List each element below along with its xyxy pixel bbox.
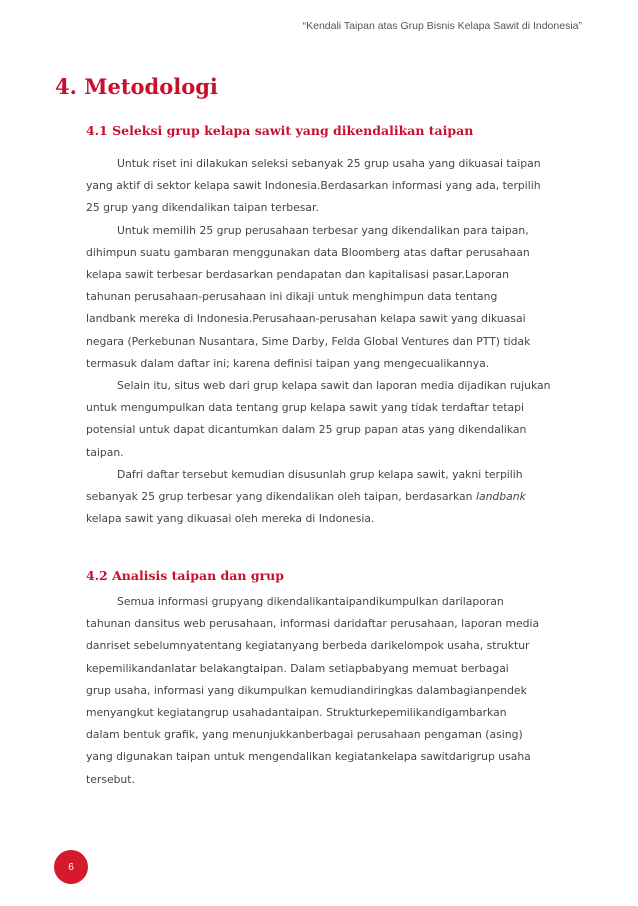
paragraph-line: kelapa sawit terbesar berdasarkan pendapatan dan kapitalisasi pasar.Laporan [86, 268, 509, 282]
paragraph-line: taipan. [86, 445, 124, 459]
paragraph-line: 25 grup yang dikendalikan taipan terbesar. [86, 201, 319, 215]
paragraph-line: Untuk riset ini dilakukan seleksi sebanyak 25 grup usaha yang dikuasai taipan [117, 157, 541, 170]
paragraph-line: kelapa sawit yang dikuasai oleh mereka di Indonesia. [86, 512, 375, 526]
paragraph-line: tahunan dansitus web perusahaan, informasi daridaftar perusahaan, laporan media [86, 617, 540, 631]
paragraph-line: negara (Perkebunan Nusantara, Sime Darby, Felda Global Ventures dan PTT) tidak [86, 334, 531, 348]
paragraph-line: Dafri daftar tersebut kemudian disusunlah grup kelapa sawit, yakni terpilih [117, 467, 523, 481]
paragraph-line: yang aktif di sektor kelapa sawit Indonesia.Berdasarkan informasi yang ada, terpilih [86, 179, 541, 193]
paragraph-line: menyangkut kegiatangrup usahadantaipan. Strukturkepemilikandigambarkan [86, 706, 507, 720]
paragraph-line: dihimpun suatu gambaran menggunakan data Bloomberg atas daftar perusahaan [86, 245, 530, 259]
paragraph-line: tersebut. [86, 772, 135, 786]
paragraph-line: landbank mereka di Indonesia.Perusahaan-perusahan kelapa sawit yang dikuasai [86, 312, 526, 326]
subsection-4-1-body [86, 153, 566, 530]
paragraph-line: danriset sebelumnyatentang kegiatanyang berbeda darikelompok usaha, struktur [86, 639, 530, 653]
paragraph-line: dalam bentuk grafik, yang menunjukkanberbagai perusahaan pengaman (asing) [86, 728, 523, 742]
line-text: sebanyak 25 grup terbesar yang dikendalikan oleh taipan, berdasarkan [86, 490, 473, 504]
paragraph-line: Semua informasi grupyang dikendalikantaipandikumpulkan darilaporan [117, 595, 504, 608]
paragraph-line: tahunan perusahaan-perusahaan ini dikaji untuk menghimpun data tentang [86, 290, 498, 304]
paragraph-line: untuk mengumpulkan data tentang grup kelapa sawit yang tidak terdaftar tetapi [86, 401, 524, 415]
paragraph-line: kepemilikandanlatar belakangtaipan. Dalam setiapbabyang memuat berbagai [86, 661, 509, 675]
paragraph-line: potensial untuk dapat dicantumkan dalam 25 grup papan atas yang dikendalikan [86, 423, 527, 437]
paragraph-line [86, 486, 566, 508]
italic-term: landbank [475, 490, 526, 504]
paragraph-line: termasuk dalam daftar ini; karena definisi taipan yang mengecualikannya. [86, 356, 490, 370]
subsection-title-4-1: 4.1 Seleksi grup kelapa sawit yang dikendalikan taipan [86, 123, 474, 138]
section-title: 4. Metodologi [55, 74, 218, 99]
paragraph-line: Selain itu, situs web dari grup kelapa sawit dan laporan media dijadikan rujukan [117, 379, 551, 393]
subsection-4-2-body [86, 591, 566, 791]
page-number-badge: 6 [54, 850, 88, 884]
paragraph-line: yang digunakan taipan untuk mengendalikan kegiatankelapa sawitdarigrup usaha [86, 750, 531, 764]
paragraph-line: grup usaha, informasi yang dikumpulkan kemudiandiringkas dalambagianpendek [86, 683, 527, 697]
running-header: “Kendali Taipan atas Grup Bisnis Kelapa Sawit di Indonesia” [302, 20, 582, 32]
subsection-title-4-2: 4.2 Analisis taipan dan grup [86, 568, 284, 583]
paragraph-line: Untuk memilih 25 grup perusahaan terbesar yang dikendalikan para taipan, [117, 223, 529, 237]
